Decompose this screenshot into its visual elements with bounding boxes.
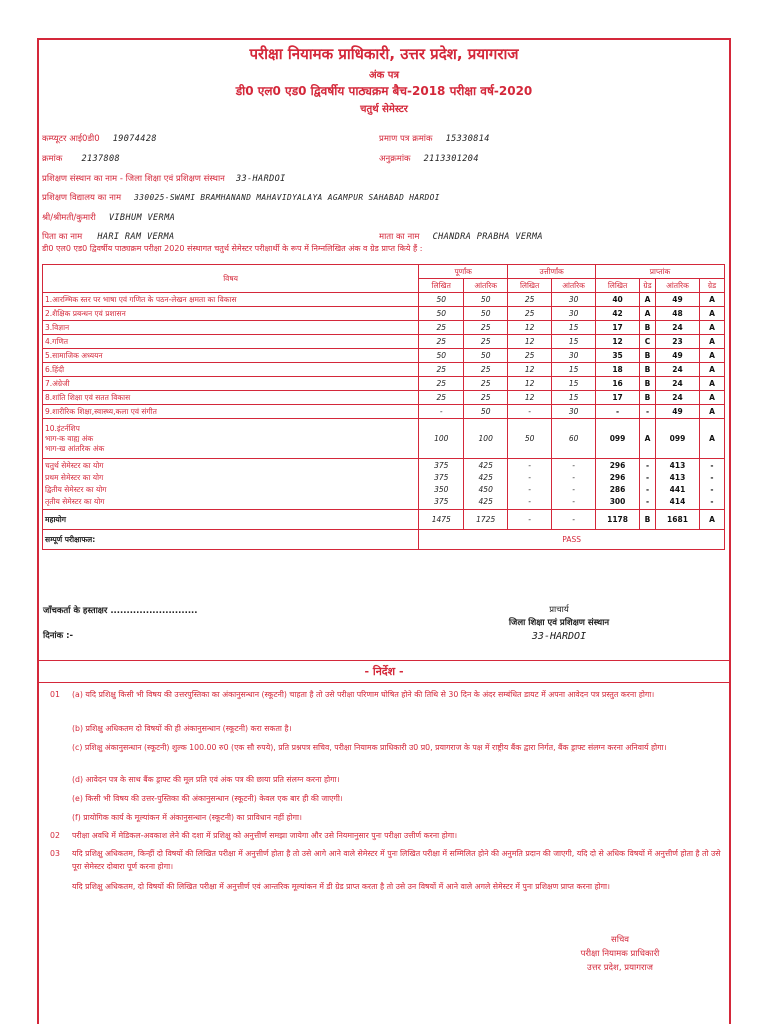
mother-value: CHANDRA PRABHA VERMA xyxy=(432,232,543,242)
father-row xyxy=(42,224,175,243)
obt-written-cell: 1178 xyxy=(596,510,640,530)
total-value: - xyxy=(710,473,714,482)
obt-written-grade-cell: A xyxy=(640,293,656,307)
full-written-cell: 50 xyxy=(419,307,464,321)
computer-id-row xyxy=(42,126,157,145)
full-internal-cell: 25 xyxy=(464,335,508,349)
obt-written-grade-cell: B xyxy=(640,510,656,530)
course-title: डी0 एल0 एड0 द्विवर्षीय पाठ्यक्रम बैच-2018 परीक्षा वर्ष-2020 xyxy=(235,84,533,98)
full-internal-cell: 50 xyxy=(464,405,508,419)
obt-internal-grade-cell: A xyxy=(699,349,724,363)
full-written-cell: 1475 xyxy=(419,510,464,530)
total-value: - xyxy=(645,497,650,506)
full-internal-cell: 25 xyxy=(464,377,508,391)
instruction-d: (d) आवेदन पत्र के साथ बैंक ड्राफ्ट की मूल प्रति एवं अंक पत्र की छाया प्रति संलग्न करना होगा। xyxy=(72,775,340,784)
obt-written-cell: 40 xyxy=(596,293,640,307)
table-row xyxy=(43,377,725,391)
obt-written-cell: - xyxy=(596,405,640,419)
divider xyxy=(37,660,731,661)
pass-written-cell: 12 xyxy=(508,363,552,377)
instruction-number: 01 xyxy=(50,690,60,699)
pass-written-cell: 12 xyxy=(508,321,552,335)
total-value: 296 xyxy=(609,473,626,482)
subject-cell: 6.हिंदी xyxy=(43,363,419,377)
total-value: - xyxy=(710,485,714,494)
internship-subject-cell xyxy=(43,419,419,459)
obt-written-grade-cell: A xyxy=(640,419,656,459)
obt-written-grade-cell: B xyxy=(640,363,656,377)
result-value: PASS xyxy=(419,530,725,550)
pass-internal-cell: 30 xyxy=(552,405,596,419)
total-value: - xyxy=(710,461,714,470)
result-label: सम्पूर्ण परीक्षाफल: xyxy=(43,530,419,550)
pass-written-totals xyxy=(508,459,552,510)
principal-institute: जिला शिक्षा एवं प्रशिक्षण संस्थान xyxy=(508,618,610,628)
pass-internal-cell: 15 xyxy=(552,391,596,405)
principal-title: प्राचार्य xyxy=(549,605,569,615)
obt-internal-grade-cell: A xyxy=(699,321,724,335)
total-label: तृतीय सेमेस्टर का योग xyxy=(45,497,105,506)
subject-cell: 7.अंग्रेजी xyxy=(43,377,419,391)
authority-title: परीक्षा नियामक प्राधिकारी, उत्तर प्रदेश, प्रयागराज xyxy=(249,45,519,63)
table-row xyxy=(43,349,725,363)
full-internal-cell: 25 xyxy=(464,321,508,335)
pass-internal-header: आंतरिक xyxy=(552,279,596,293)
total-value: 425 xyxy=(478,473,493,482)
obt-written-grade-header: ग्रेड xyxy=(640,279,656,293)
instructions-title: - निर्देश - xyxy=(364,665,404,678)
name-row xyxy=(42,205,175,224)
obt-written-grade-cell: A xyxy=(640,307,656,321)
pass-written-cell: - xyxy=(508,405,552,419)
full-marks-header: पूर्णांक xyxy=(419,265,508,279)
total-value: 286 xyxy=(609,485,626,494)
total-value: - xyxy=(572,461,575,470)
full-written-cell: 25 xyxy=(419,321,464,335)
father-value: HARI RAM VERMA xyxy=(97,232,175,242)
pass-internal-cell: 15 xyxy=(552,335,596,349)
subject-cell: 5.सामाजिक अध्ययन xyxy=(43,349,419,363)
obtained-header: प्राप्तांक xyxy=(596,265,725,279)
roll-label: अनुक्रमांक xyxy=(379,154,411,164)
obt-internal-cell: 49 xyxy=(656,293,700,307)
full-internal-cell: 25 xyxy=(464,391,508,405)
date-label: दिनांक :- xyxy=(43,631,74,641)
pass-internal-cell: 30 xyxy=(552,307,596,321)
obt-internal-cell: 49 xyxy=(656,405,700,419)
pass-internal-cell: 15 xyxy=(552,377,596,391)
college-label: प्रशिक्षण विद्यालय का नाम xyxy=(42,193,122,203)
table-row xyxy=(43,293,725,307)
total-value: 350 xyxy=(434,485,449,494)
table-row xyxy=(43,321,725,335)
obt-written-cell: 18 xyxy=(596,363,640,377)
pass-internal-cell: - xyxy=(552,510,596,530)
statement: डी0 एल0 एड0 द्विवर्षीय पाठ्यक्रम परीक्षा 2020 संस्थागत चतुर्थ सेमेस्टर परीक्षार्थी के रूप में निम्नलिखित अंक व ग्रेड प्राप्त किये हैं : xyxy=(42,244,423,253)
subject-cell: 2.शैक्षिक प्रबन्धन एवं प्रशासन xyxy=(43,307,419,321)
instruction-c: (c) प्रशिक्षु अंकानुसन्धान (स्कूटनी) शुल्क 100.00 रु0 (एक सौ रुपये), प्रति प्रश्नपत्र सचिव, परीक्षा नियामक प्राधिकारी उ0 प्र0, प्रयागराज के पक्ष में राष्ट्रीय बैंक द्वारा निर्गत, बैंक ड्राफ्ट संलग्न करना अनिवार्य होगा। xyxy=(72,743,667,752)
obt-internal-grade-totals xyxy=(699,459,724,510)
total-value: 441 xyxy=(669,485,686,494)
roll-row xyxy=(379,146,479,165)
obt-written-header: लिखित xyxy=(596,279,640,293)
result-row xyxy=(43,530,725,550)
internship-row xyxy=(43,419,725,459)
total-value: 425 xyxy=(478,497,493,506)
table-row xyxy=(43,405,725,419)
total-value: - xyxy=(572,485,575,494)
total-value: - xyxy=(528,473,531,482)
divider xyxy=(37,682,731,683)
cert-no-row xyxy=(379,126,490,145)
obt-written-grade-totals xyxy=(640,459,656,510)
institute-row xyxy=(42,166,286,185)
obt-internal-cell: 24 xyxy=(656,363,700,377)
instruction-03b: यदि प्रशिक्षु अधिकतम, दो विषयों की लिखित परीक्षा में अनुत्तीर्ण एवं आन्तरिक मूल्यांकन में डी ग्रेड प्राप्त करता है तो उसे उन विषयों में आने वाले अगले सेमेस्टर में पुनः प्रशिक्षण प्राप्त करना होगा। xyxy=(72,882,611,891)
cert-no-label: प्रमाण पत्र क्रमांक xyxy=(379,134,433,144)
total-value: 414 xyxy=(669,497,686,506)
pass-written-cell: 12 xyxy=(508,335,552,349)
full-internal-cell: 50 xyxy=(464,293,508,307)
total-label: द्वितीय सेमेस्टर का योग xyxy=(45,485,107,494)
obt-internal-grade-cell: A xyxy=(699,363,724,377)
obt-internal-grade-cell: A xyxy=(699,293,724,307)
serial-row xyxy=(42,146,120,165)
full-written-cell: 25 xyxy=(419,335,464,349)
total-value: - xyxy=(645,485,650,494)
doc-type: अंक पत्र xyxy=(368,70,399,81)
obt-internal-grade-cell: A xyxy=(699,391,724,405)
full-internal-cell: 100 xyxy=(464,419,508,459)
pass-internal-cell: 15 xyxy=(552,363,596,377)
pass-internal-cell: 60 xyxy=(552,419,596,459)
subject-cell: 9.शारीरिक शिक्षा,स्वास्थ्य,कला एवं संगीत xyxy=(43,405,419,419)
mother-row xyxy=(379,224,543,243)
computer-id-label: कम्प्यूटर आई0डी0 xyxy=(42,134,100,144)
obt-written-grade-cell: B xyxy=(640,391,656,405)
obt-written-grade-cell: B xyxy=(640,321,656,335)
total-label: चतुर्थ सेमेस्टर का योग xyxy=(45,461,104,470)
obt-internal-cell: 1681 xyxy=(656,510,700,530)
obt-written-cell: 17 xyxy=(596,321,640,335)
full-internal-cell: 1725 xyxy=(464,510,508,530)
obt-written-cell: 42 xyxy=(596,307,640,321)
total-value: - xyxy=(528,461,531,470)
full-written-totals xyxy=(419,459,464,510)
institute-value: 33-HARDOI xyxy=(235,174,286,184)
instruction-b: (b) प्रशिक्षु अधिकतम दो विषयों की ही अंकानुसन्धान (स्कूटनी) करा सकता है। xyxy=(72,724,292,733)
mother-label: माता का नाम xyxy=(379,232,420,242)
full-written-cell: 50 xyxy=(419,293,464,307)
subject-cell: 4.गणित xyxy=(43,335,419,349)
obt-internal-cell: 49 xyxy=(656,349,700,363)
college-row xyxy=(42,185,440,204)
pass-written-cell: 12 xyxy=(508,391,552,405)
obt-written-grade-cell: B xyxy=(640,349,656,363)
pass-written-cell: 50 xyxy=(508,419,552,459)
obt-internal-cell: 24 xyxy=(656,391,700,405)
table-row xyxy=(43,335,725,349)
total-value: - xyxy=(528,485,531,494)
pass-written-cell: - xyxy=(508,510,552,530)
pass-internal-cell: 30 xyxy=(552,293,596,307)
obt-written-grade-cell: - xyxy=(640,405,656,419)
total-value: 425 xyxy=(478,461,493,470)
obt-internal-grade-cell: A xyxy=(699,405,724,419)
roll-value: 2113301204 xyxy=(423,154,479,164)
subject-header: विषय xyxy=(43,265,419,293)
total-value: - xyxy=(528,497,531,506)
total-value: 413 xyxy=(669,473,686,482)
total-value: - xyxy=(645,461,650,470)
grand-total-row xyxy=(43,510,725,530)
subject-cell: 8.शांति शिक्षा एवं सतत विकास xyxy=(43,391,419,405)
obt-internal-grade-cell: A xyxy=(699,419,724,459)
subject-cell: 1.आरम्भिक स्तर पर भाषा एवं गणित के पठन-लेखन क्षमता का विकास xyxy=(43,293,419,307)
obt-internal-cell: 48 xyxy=(656,307,700,321)
instruction-f: (f) प्रायोगिक कार्य के मूल्यांकन में अंकानुसन्धान (स्कूटनी) का प्राविधान नहीं होगा। xyxy=(72,813,302,822)
instruction-e: (e) किसी भी विषय की उत्तर-पुस्तिका की अंकानुसन्धान (स्कूटनी) केवल एक बार ही की जाएगी। xyxy=(72,794,343,803)
total-value: 375 xyxy=(434,473,449,482)
full-internal-header: आंतरिक xyxy=(464,279,508,293)
instruction-03a: यदि प्रशिक्षु अधिकतम, किन्हीं दो विषयों की लिखित परीक्षा में अनुत्तीर्ण होता है तो उसे आगे आने वाले सेमेस्टर में पुनः लिखित परीक्षा में सम्मिलित होने की अनुमति प्रदान की जाएगी, यदि दो से अधिक विषयों में अनुत्तीर्ण होता है तो उसे पूरा सेमेस्टर दोबारा पूर्ण करना होगा। xyxy=(72,849,721,871)
obt-internal-cell: 24 xyxy=(656,321,700,335)
obt-written-cell: 12 xyxy=(596,335,640,349)
secretary-line1: परीक्षा नियामक प्राधिकारी xyxy=(580,949,660,959)
obt-written-totals xyxy=(596,459,640,510)
obt-internal-grade-cell: A xyxy=(699,377,724,391)
pass-written-header: लिखित xyxy=(508,279,552,293)
obt-internal-grade-cell: A xyxy=(699,510,724,530)
table-row xyxy=(43,391,725,405)
pass-marks-header: उत्तीर्णांक xyxy=(508,265,596,279)
full-written-cell: 50 xyxy=(419,349,464,363)
total-value: - xyxy=(710,497,714,506)
totals-row xyxy=(43,459,725,510)
full-internal-cell: 50 xyxy=(464,307,508,321)
total-value: 375 xyxy=(434,461,449,470)
total-label: प्रथम सेमेस्टर का योग xyxy=(45,473,104,482)
obt-internal-cell: 099 xyxy=(656,419,700,459)
obt-internal-grade-header: ग्रेड xyxy=(699,279,724,293)
total-value: 413 xyxy=(669,461,686,470)
name-value: VIBHUM VERMA xyxy=(108,213,176,223)
grand-total-label: महायोग xyxy=(43,510,419,530)
obt-written-cell: 35 xyxy=(596,349,640,363)
pass-written-cell: 25 xyxy=(508,293,552,307)
obt-written-grade-cell: B xyxy=(640,377,656,391)
table-row xyxy=(43,363,725,377)
instruction-02: परीक्षा अवधि में मेडिकल-अवकाश लेने की दशा में प्रशिक्षु को अनुत्तीर्ण समझा जायेगा और उसे नियमानुसार पुनः परीक्षा उत्तीर्ण करना होगा। xyxy=(72,831,458,840)
institute-label: प्रशिक्षण संस्थान का नाम - जिला शिक्षा एवं प्रशिक्षण संस्थान xyxy=(42,174,225,184)
pass-internal-cell: 30 xyxy=(552,349,596,363)
total-value: 296 xyxy=(609,461,626,470)
full-internal-cell: 25 xyxy=(464,363,508,377)
pass-written-cell: 25 xyxy=(508,307,552,321)
obt-internal-grade-cell: A xyxy=(699,335,724,349)
name-label: श्री/श्रीमती/कुमारी xyxy=(42,213,96,223)
obt-internal-cell: 24 xyxy=(656,377,700,391)
obt-internal-header: आंतरिक xyxy=(656,279,700,293)
full-internal-cell: 50 xyxy=(464,349,508,363)
total-value: - xyxy=(572,473,575,482)
pass-written-cell: 12 xyxy=(508,377,552,391)
cert-no-value: 15330814 xyxy=(445,134,490,144)
obt-written-cell: 16 xyxy=(596,377,640,391)
total-value: - xyxy=(572,497,575,506)
computer-id-value: 19074428 xyxy=(112,134,157,144)
pass-internal-totals xyxy=(552,459,596,510)
serial-label: क्रमांक xyxy=(42,154,63,164)
full-written-cell: - xyxy=(419,405,464,419)
secretary-line2: उत्तर प्रदेश, प्रयागराज xyxy=(587,963,653,973)
total-value: 375 xyxy=(434,497,449,506)
pass-internal-cell: 15 xyxy=(552,321,596,335)
checker-signature: जाँचकर्ता के हस्ताक्षर ........................... xyxy=(43,606,198,616)
total-value: 450 xyxy=(478,485,493,494)
full-written-cell: 100 xyxy=(419,419,464,459)
subject-cell: 3.विज्ञान xyxy=(43,321,419,335)
internship-line1: 10.इंटर्नशिप xyxy=(45,423,80,433)
obt-internal-grade-cell: A xyxy=(699,307,724,321)
totals-labels-cell xyxy=(43,459,419,510)
obt-internal-cell: 23 xyxy=(656,335,700,349)
full-written-cell: 25 xyxy=(419,363,464,377)
obt-written-grade-cell: C xyxy=(640,335,656,349)
pass-written-cell: 25 xyxy=(508,349,552,363)
marks-table xyxy=(42,264,725,550)
obt-written-cell: 099 xyxy=(596,419,640,459)
obt-written-cell: 17 xyxy=(596,391,640,405)
full-written-cell: 25 xyxy=(419,391,464,405)
table-row xyxy=(43,307,725,321)
instruction-number: 03 xyxy=(50,849,60,858)
total-value: 300 xyxy=(609,497,626,506)
full-written-cell: 25 xyxy=(419,377,464,391)
instruction-a: (a) यदि प्रशिक्षु किसी भी विषय की उत्तरपुस्तिका का अंकानुसन्धान (स्कूटनी) चाहता है तो उसे परीक्षा परिणाम घोषित होने की तिथि से 30 दिन के अंदर सम्बंधित डायट में अपना आवेदन पत्र प्रस्तुत करना होगा। xyxy=(72,690,655,699)
principal-district: 33-HARDOI xyxy=(531,631,587,642)
college-value: 330025-SWAMI BRAMHANAND MAHAVIDYALAYA AGAMPUR SAHABAD HARDOI xyxy=(134,193,440,202)
full-internal-totals xyxy=(464,459,508,510)
internship-line2: भाग-क वाह्य अंक xyxy=(45,433,94,443)
semester-title: चतुर्थ सेमेस्टर xyxy=(360,104,408,115)
secretary-title: सचिव xyxy=(610,935,630,945)
full-written-header: लिखित xyxy=(419,279,464,293)
instruction-number: 02 xyxy=(50,831,60,840)
internship-line3: भाग-ख आंतरिक अंक xyxy=(45,443,105,453)
total-value: - xyxy=(645,473,650,482)
obt-internal-totals xyxy=(656,459,700,510)
serial-value: 2137808 xyxy=(81,154,121,164)
father-label: पिता का नाम xyxy=(42,232,83,242)
